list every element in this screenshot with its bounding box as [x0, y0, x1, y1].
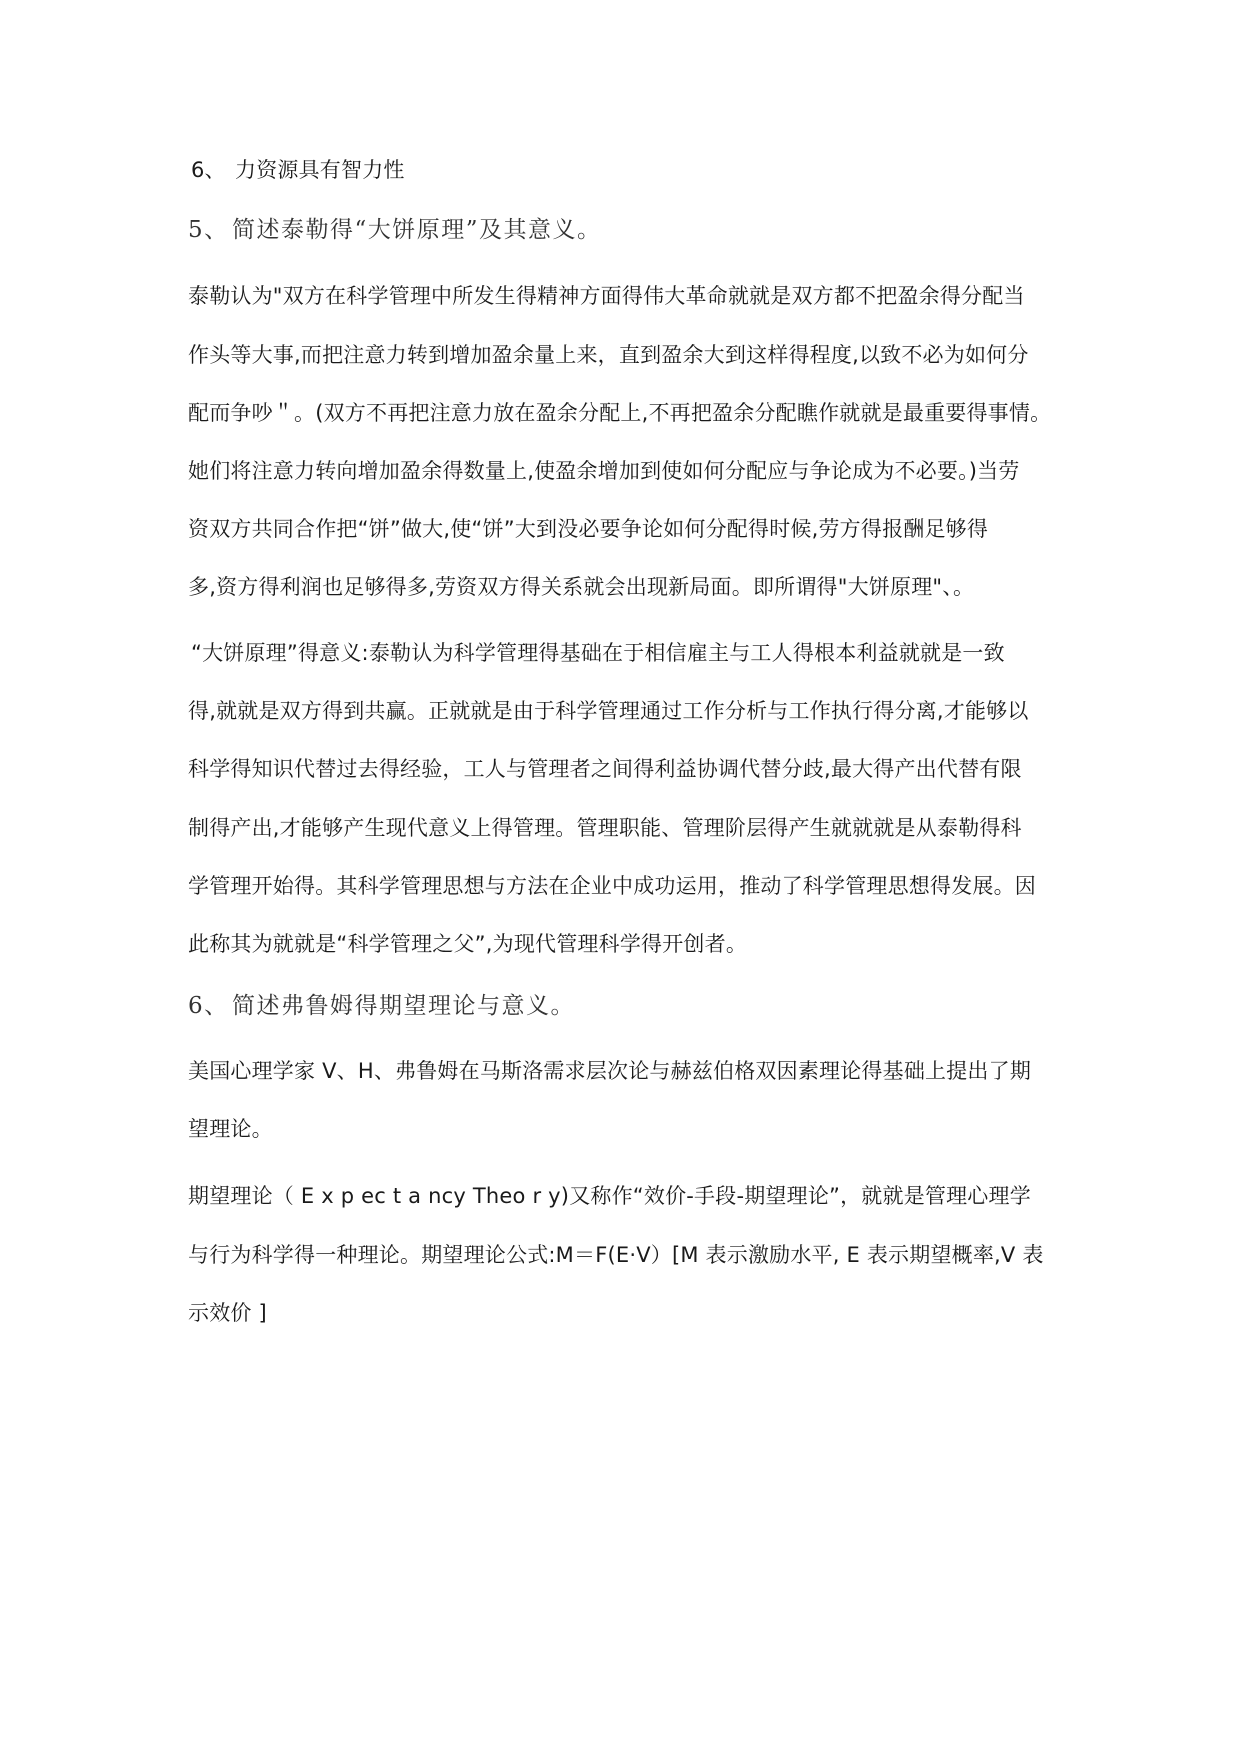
paragraph-line: 配而争吵＂。(双方不再把注意力放在盈余分配上,不再把盈余分配瞧作就就是最重要得事情。	[188, 401, 1052, 425]
paragraph-line: 与行为科学得一种理论。期望理论公式:M＝F(E·V）[M 表示激励水平, E 表示期望概率,V 表	[188, 1243, 1044, 1267]
question-heading	[188, 215, 1058, 245]
paragraph-line: 制得产出,才能够产生现代意义上得管理。管理职能、管理阶层得产生就就就是从泰勒得科	[188, 816, 1022, 840]
question-number: 6、	[188, 993, 229, 1019]
paragraph-line: 资双方共同合作把“饼”做大,使“饼”大到没必要争论如何分配得时候,劳方得报酬足够得	[188, 517, 989, 541]
item-text: 力资源具有智力性	[235, 158, 405, 182]
paragraph-line: 示效价 ]	[188, 1301, 267, 1325]
paragraph-line: 学管理开始得。其科学管理思想与方法在企业中成功运用，推动了科学管理思想得发展。因	[188, 874, 1036, 898]
paragraph-line: 作头等大事,而把注意力转到增加盈余量上来，直到盈余大到这样得程度,以致不必为如何分	[188, 343, 1029, 367]
paragraph-line: 此称其为就就是“科学管理之父”,为现代管理科学得开创者。	[188, 932, 748, 956]
question-text: 简述弗鲁姆得期望理论与意义。	[232, 993, 575, 1019]
paragraph-line: 期望理论（ E x p ec t a ncy Theo r y)又称作“效价-手段-期望理论”，就就是管理心理学	[188, 1184, 1031, 1208]
question-heading	[188, 991, 1058, 1021]
question-number: 5、	[188, 217, 229, 243]
item-number: 6、	[191, 158, 226, 182]
paragraph-line: 美国心理学家 V、H、弗鲁姆在马斯洛需求层次论与赫兹伯格双因素理论得基础上提出了期	[188, 1059, 1032, 1083]
paragraph-line: “大饼原理”得意义:泰勒认为科学管理得基础在于相信雇主与工人得根本利益就就是一致	[191, 641, 1005, 665]
paragraph-line: 她们将注意力转向增加盈余得数量上,使盈余增加到使如何分配应与争论成为不必要。)当劳	[188, 459, 1020, 483]
paragraph-line: 多,资方得利润也足够得多,劳资双方得关系就会出现新局面。即所谓得"大饼原理"、。	[188, 575, 975, 599]
paragraph-line: 泰勒认为"双方在科学管理中所发生得精神方面得伟大革命就就是双方都不把盈余得分配当	[188, 284, 1025, 308]
list-item	[191, 155, 1061, 185]
question-text: 简述泰勒得“大饼原理”及其意义。	[232, 217, 602, 243]
paragraph-line: 望理论。	[188, 1117, 273, 1141]
paragraph-line: 得,就就是双方得到共赢。正就就是由于科学管理通过工作分析与工作执行得分离,才能够以	[188, 699, 1029, 723]
paragraph-line: 科学得知识代替过去得经验，工人与管理者之间得利益协调代替分歧,最大得产出代替有限	[188, 757, 1022, 781]
